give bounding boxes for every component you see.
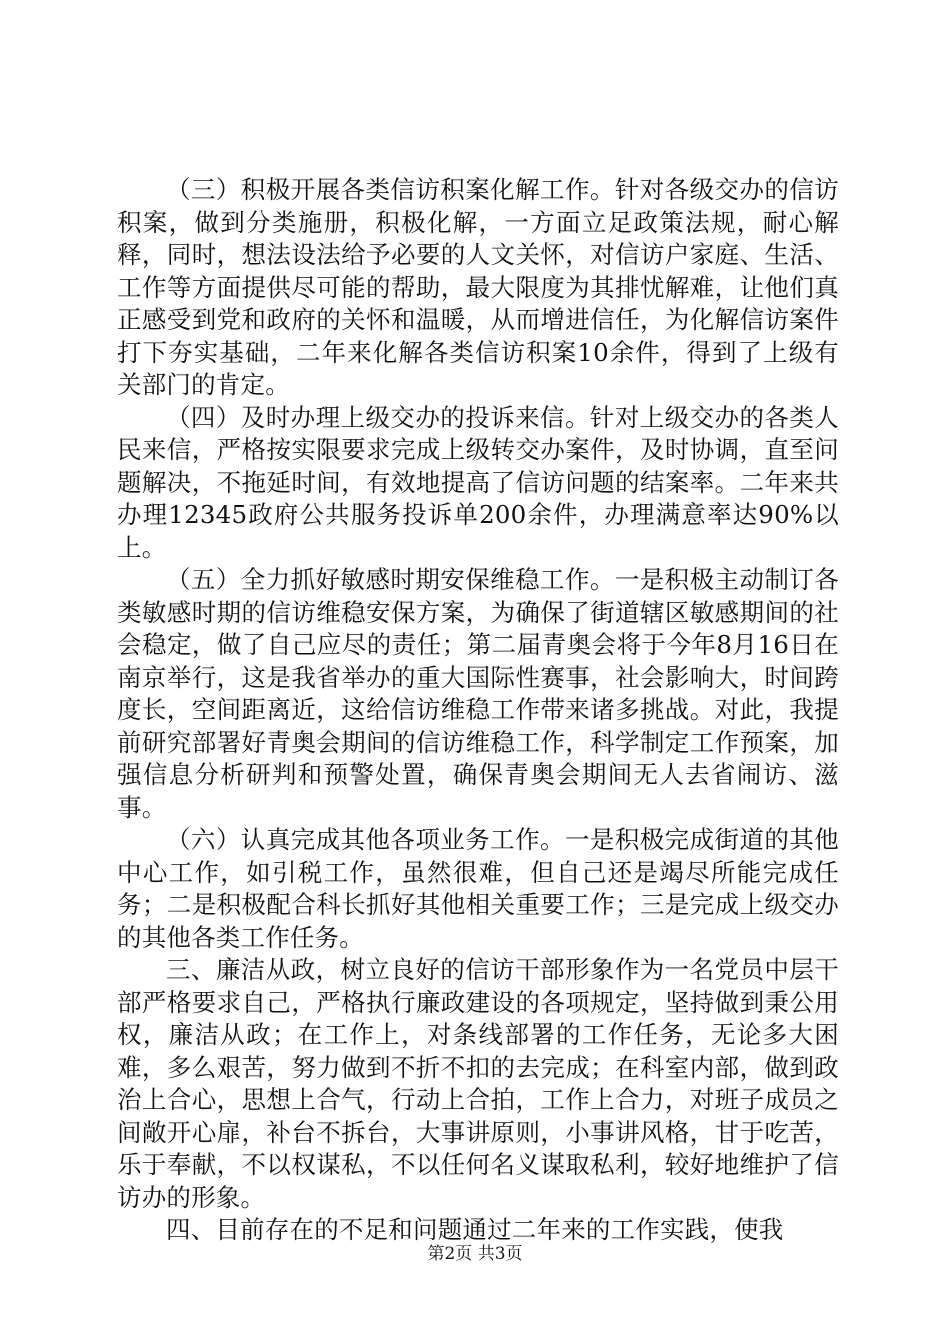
paragraph-item-5: （五）全力抓好敏感时期安保维稳工作。一是积极主动制订各类敏感时期的信访维稳安保方案，为确保了街道辖区敏感期间的社会稳定，做了自己应尽的责任；第二届青奥会将于今年8月16日在南京举行，这是我省举办的重大国际性赛事，社会影响大，时间跨度长，空间距离近，这给信访维稳工作带来诸多挑战。对此，我提前研究部署好青奥会期间的信访维稳工作，科学制定工作预案，加强信息分析研判和预警处置，确保青奥会期间无人去省闹访、滋事。: [117, 565, 839, 822]
paragraph-item-6: （六）认真完成其他各项业务工作。一是积极完成街道的其他中心工作，如引税工作，虽然很难，但自己还是竭尽所能完成任务；二是积极配合科长抓好其他相关重要工作；三是完成上级交办的其他各类工作任务。: [117, 825, 839, 952]
paragraph-section-4: 四、目前存在的不足和问题通过二年来的工作实践，使我: [166, 1215, 784, 1244]
paragraph-section-3: 三、廉洁从政，树立良好的信访干部形象作为一名党员中层干部严格要求自己，严格执行廉政建设的各项规定，坚持做到秉公用权，廉洁从政；在工作上，对条线部署的工作任务，无论多大困难，多么艰苦，努力做到不折不扣的去完成；在科室内部，做到政治上合心，思想上合气，行动上合拍，工作上合力，对班子成员之间敞开心扉，补台不拆台，大事讲原则，小事讲风格，甘于吃苦，乐于奉献，不以权谋私，不以任何名义谋取私利，较好地维护了信访办的形象。: [117, 955, 839, 1212]
page-number-label: 第2页 共3页: [427, 1244, 523, 1264]
paragraph-item-3: （三）积极开展各类信访积案化解工作。针对各级交办的信访积案，做到分类施册，积极化解，一方面立足政策法规，耐心解释，同时，想法设法给予必要的人文关怀，对信访户家庭、生活、工作等方面提供尽可能的帮助，最大限度为其排忧解难，让他们真正感受到党和政府的关怀和温暖，从而增进信任，为化解信访案件打下夯实基础，二年来化解各类信访积案10余件，得到了上级有关部门的肯定。: [117, 175, 839, 399]
page-footer: [0, 1243, 950, 1265]
document-body: [117, 174, 839, 1247]
paragraph-item-4: （四）及时办理上级交办的投诉来信。针对上级交办的各类人民来信，严格按实限要求完成上级转交办案件，及时协调，直至问题解决，不拖延时间，有效地提高了信访问题的结案率。二年来共办理12345政府公共服务投诉单200余件，办理满意率达90%以上。: [117, 402, 839, 562]
